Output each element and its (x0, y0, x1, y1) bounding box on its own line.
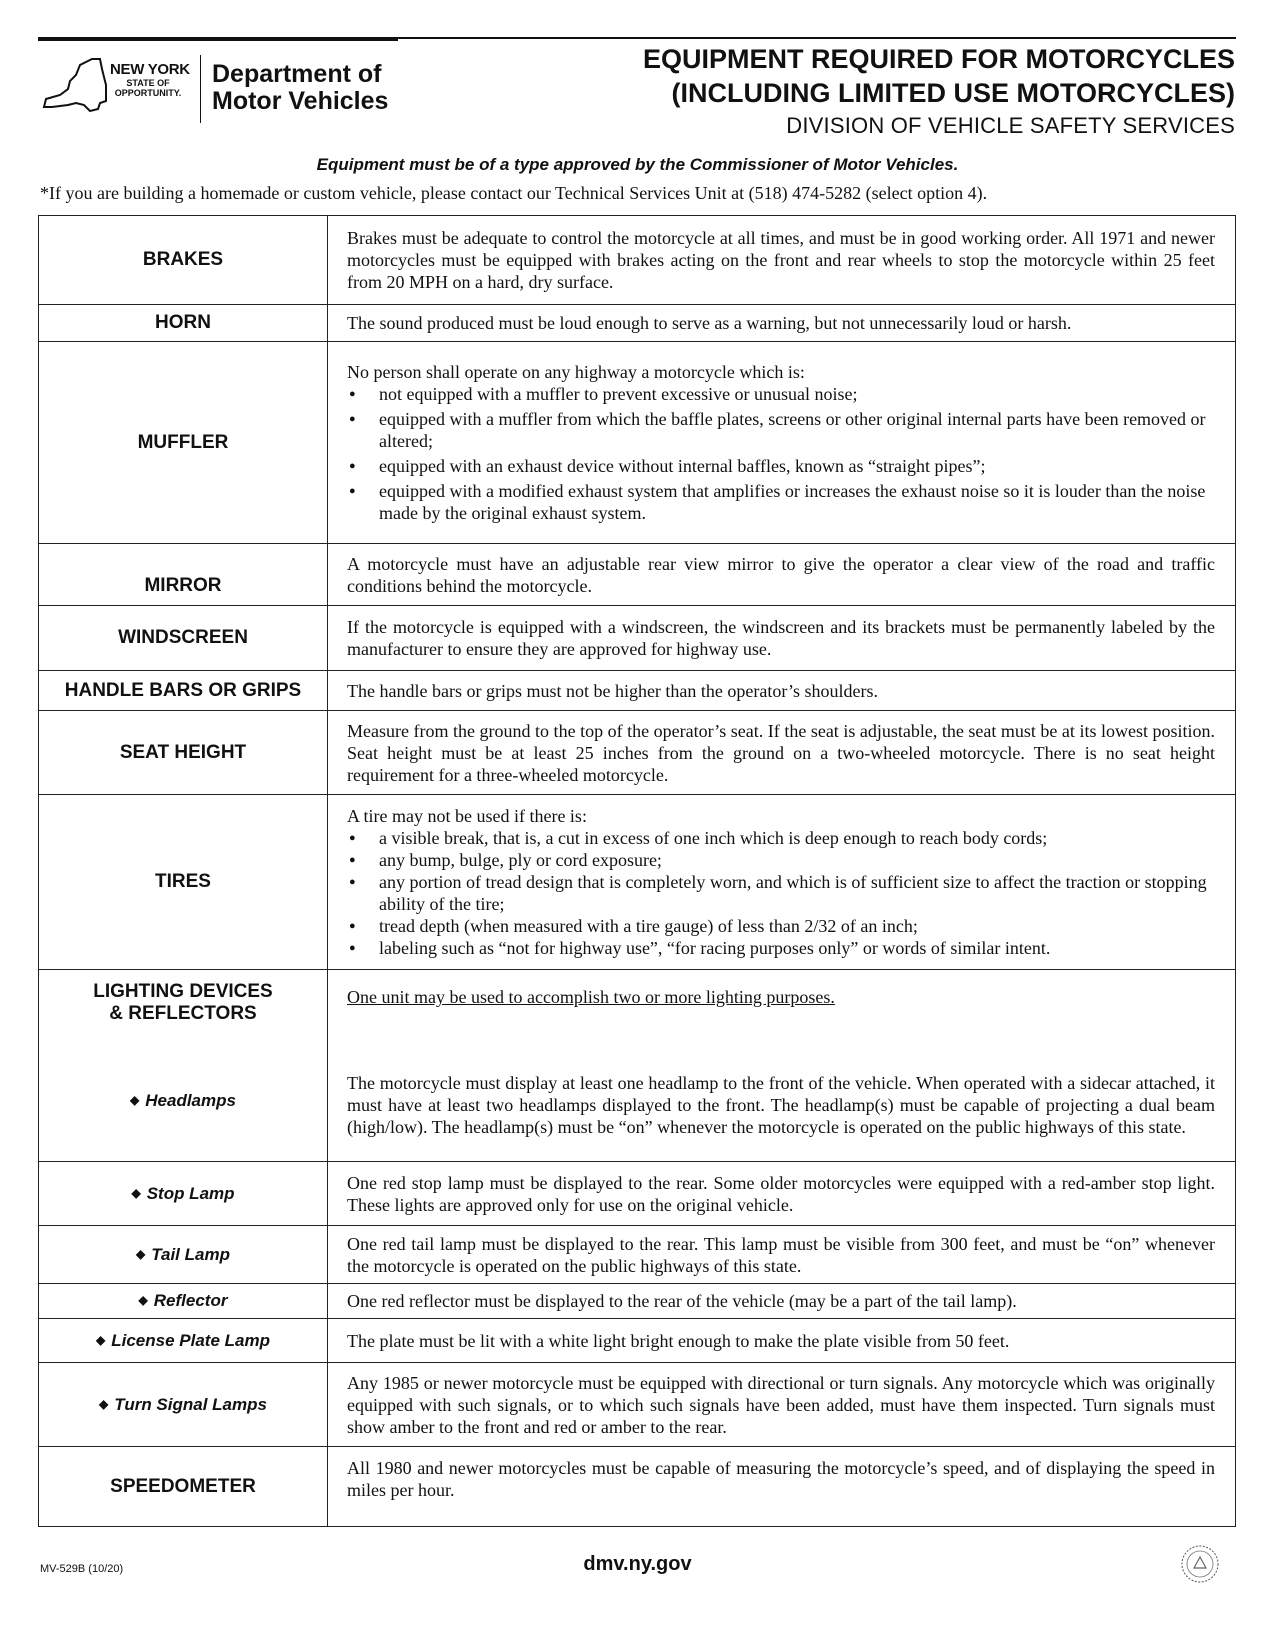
logo-divider (200, 55, 201, 123)
desc-tail-lamp: One red tail lamp must be displayed to the rear. This lamp must be visible from 300 feet, and must be “on” whenever the motorcycle is operated on the public highways of this state. (328, 1226, 1236, 1284)
requirements-table (38, 215, 1236, 1527)
label-turn-signals (39, 1363, 328, 1447)
diamond-bullet-icon: ◆ (130, 1092, 140, 1107)
department-line-1: Department of (212, 60, 382, 88)
label-stop-lamp (39, 1162, 328, 1226)
label-mirror: MIRROR (39, 544, 328, 606)
tail-lamp-label-text: Tail Lamp (151, 1244, 230, 1264)
tires-item: ● any portion of tread design that is completely worn, and which is of sufficient size to affect the traction or stopping ability of the tire; (379, 871, 1215, 915)
muffler-item: ● equipped with an exhaust device without internal baffles, known as “straight pipes”; (379, 455, 1215, 477)
document-title (643, 42, 1235, 140)
row-tail-lamp (39, 1226, 1236, 1284)
headlamps-label-text: Headlamps (145, 1090, 236, 1110)
headlamps-text: The motorcycle must display at least one headlamp to the front of the vehicle. When operated with a sidecar attached, it must have at least two headlamps displayed to the front. The headlamp(s) must be capable of projecting a dual beam (high/low). The headlamp(s) must be “on” whenever the motorcycle is operated on the public highways of this state. (347, 1073, 1215, 1137)
diamond-bullet-icon: ◆ (99, 1396, 109, 1411)
turn-signals-label-text: Turn Signal Lamps (114, 1394, 267, 1414)
label-reflector (39, 1284, 328, 1319)
tires-item: ● any bump, bulge, ply or cord exposure; (379, 849, 1215, 871)
desc-turn-signals: Any 1985 or newer motorcycle must be equipped with directional or turn signals. Any motorcycle which was originally equipped with such signals, or to which such signals have been added, must have them inspected. Turn signals must show amber to the front and red or amber to the rear. (328, 1363, 1236, 1447)
label-tail-lamp (39, 1226, 328, 1284)
lighting-label-line-2: & REFLECTORS (109, 1002, 257, 1024)
row-tires (39, 795, 1236, 970)
label-lighting (39, 970, 328, 1162)
division-name: DIVISION OF VEHICLE SAFETY SERVICES (786, 113, 1235, 138)
state-tagline: STATE OF OPPORTUNITY. (114, 78, 182, 98)
desc-seat-height: Measure from the ground to the top of the operator’s seat. If the seat is adjustable, the seat must be at its lowest position. Seat height must be at least 25 inches from the ground on a two-wheeled motorcycle. There is no seat height requirement for a three-wheeled motorcycle. (328, 711, 1236, 795)
diamond-bullet-icon: ◆ (96, 1332, 106, 1347)
recycle-seal-icon (1180, 1544, 1220, 1584)
desc-brakes: Brakes must be adequate to control the motorcycle at all times, and must be in good working order. All 1971 and newer motorcycles must be equipped with brakes acting on the front and rear wheels to stop the motorcycle within 25 feet from 20 MPH on a hard, dry surface. (328, 216, 1236, 305)
muffler-item: ● equipped with a modified exhaust system that amplifies or increases the exhaust noise so it is louder than the noise made by the original exhaust system. (379, 480, 1215, 524)
row-seat-height (39, 711, 1236, 795)
lighting-label-line-1: LIGHTING DEVICES (93, 980, 273, 1002)
row-speedometer (39, 1447, 1236, 1527)
approval-note: Equipment must be of a type approved by the Commissioner of Motor Vehicles. (316, 155, 959, 174)
row-license-plate-lamp (39, 1319, 1236, 1363)
label-seat-height: SEAT HEIGHT (39, 711, 328, 795)
title-line-1: EQUIPMENT REQUIRED FOR MOTORCYCLES (642, 44, 1235, 74)
diamond-bullet-icon: ◆ (138, 1293, 148, 1307)
row-handlebars (39, 671, 1236, 711)
diamond-bullet-icon: ◆ (136, 1246, 146, 1261)
row-turn-signals (39, 1363, 1236, 1447)
label-handlebars: HANDLE BARS OR GRIPS (39, 671, 328, 711)
license-plate-label-text: License Plate Lamp (111, 1330, 270, 1350)
desc-windscreen: If the motorcycle is equipped with a windscreen, the windscreen and its brackets must be permanently labeled by the manufacturer to ensure they are approved for highway use. (328, 606, 1236, 671)
department-name (212, 61, 388, 115)
tires-item: ● tread depth (when measured with a tire gauge) of less than 2/32 of an inch; (379, 915, 1215, 937)
desc-handlebars: The handle bars or grips must not be higher than the operator’s shoulders. (328, 671, 1236, 711)
contact-note: *If you are building a homemade or custom vehicle, please contact our Technical Services Unit at (518) 474-5282 (select option 4). (40, 183, 988, 203)
department-line-2: Motor Vehicles (212, 87, 389, 115)
row-stop-lamp (39, 1162, 1236, 1226)
state-name: NEW YORK (110, 61, 190, 78)
desc-stop-lamp: One red stop lamp must be displayed to the rear. Some older motorcycles were equipped with a red-amber stop light. These lights are approved only for use on the original vehicle. (328, 1162, 1236, 1226)
website-url: dmv.ny.gov (583, 1553, 692, 1575)
row-brakes (39, 216, 1236, 305)
desc-horn: The sound produced must be loud enough to serve as a warning, but not unnecessarily loud or harsh. (328, 305, 1236, 342)
label-horn: HORN (39, 305, 328, 342)
row-reflector (39, 1284, 1236, 1319)
header-rule-thick (38, 37, 398, 41)
muffler-item: ● equipped with a muffler from which the baffle plates, screens or other original internal parts have been removed or altered; (379, 408, 1215, 452)
form-number: MV-529B (10/20) (40, 1563, 124, 1575)
tires-item: ● labeling such as “not for highway use”, “for racing purposes only” or words of similar intent. (379, 937, 1215, 959)
label-tires: TIRES (39, 795, 328, 970)
header-rule-thin (398, 37, 1236, 39)
diamond-bullet-icon: ◆ (131, 1185, 141, 1200)
row-horn (39, 305, 1236, 342)
reflector-label-text: Reflector (153, 1291, 228, 1310)
muffler-intro: No person shall operate on any highway a motorcycle which is: (347, 362, 805, 382)
stop-lamp-label-text: Stop Lamp (146, 1183, 235, 1203)
desc-tires (328, 795, 1236, 970)
muffler-list (347, 383, 1215, 524)
label-speedometer: SPEEDOMETER (39, 1447, 328, 1527)
row-muffler (39, 342, 1236, 544)
label-windscreen: WINDSCREEN (39, 606, 328, 671)
tires-intro: A tire may not be used if there is: (347, 806, 587, 826)
muffler-item: ● not equipped with a muffler to prevent excessive or unusual noise; (379, 383, 1215, 405)
new-york-state-outline-icon (40, 55, 110, 125)
title-line-2: (INCLUDING LIMITED USE MOTORCYCLES) (671, 78, 1235, 108)
row-windscreen (39, 606, 1236, 671)
label-brakes: BRAKES (39, 216, 328, 305)
desc-reflector: One red reflector must be displayed to the rear of the vehicle (may be a part of the tail lamp). (328, 1284, 1236, 1319)
desc-lighting (328, 970, 1236, 1162)
desc-mirror: A motorcycle must have an adjustable rear view mirror to give the operator a clear view of the road and traffic conditions behind the motorcycle. (328, 544, 1236, 606)
nys-dmv-logo (40, 55, 400, 125)
label-license-plate-lamp (39, 1319, 328, 1363)
tires-list (347, 827, 1215, 959)
row-mirror (39, 544, 1236, 606)
tires-item: ● a visible break, that is, a cut in excess of one inch which is deep enough to reach body cords; (379, 827, 1215, 849)
row-lighting-headlamps (39, 970, 1236, 1162)
desc-license-plate-lamp: The plate must be lit with a white light bright enough to make the plate visible from 50 feet. (328, 1319, 1236, 1363)
desc-speedometer: All 1980 and newer motorcycles must be capable of measuring the motorcycle’s speed, and of displaying the speed in miles per hour. (328, 1447, 1236, 1527)
desc-muffler (328, 342, 1236, 544)
label-muffler: MUFFLER (39, 342, 328, 544)
lighting-note: One unit may be used to accomplish two or more lighting purposes. (347, 987, 835, 1007)
headlamps-label (39, 1091, 327, 1111)
